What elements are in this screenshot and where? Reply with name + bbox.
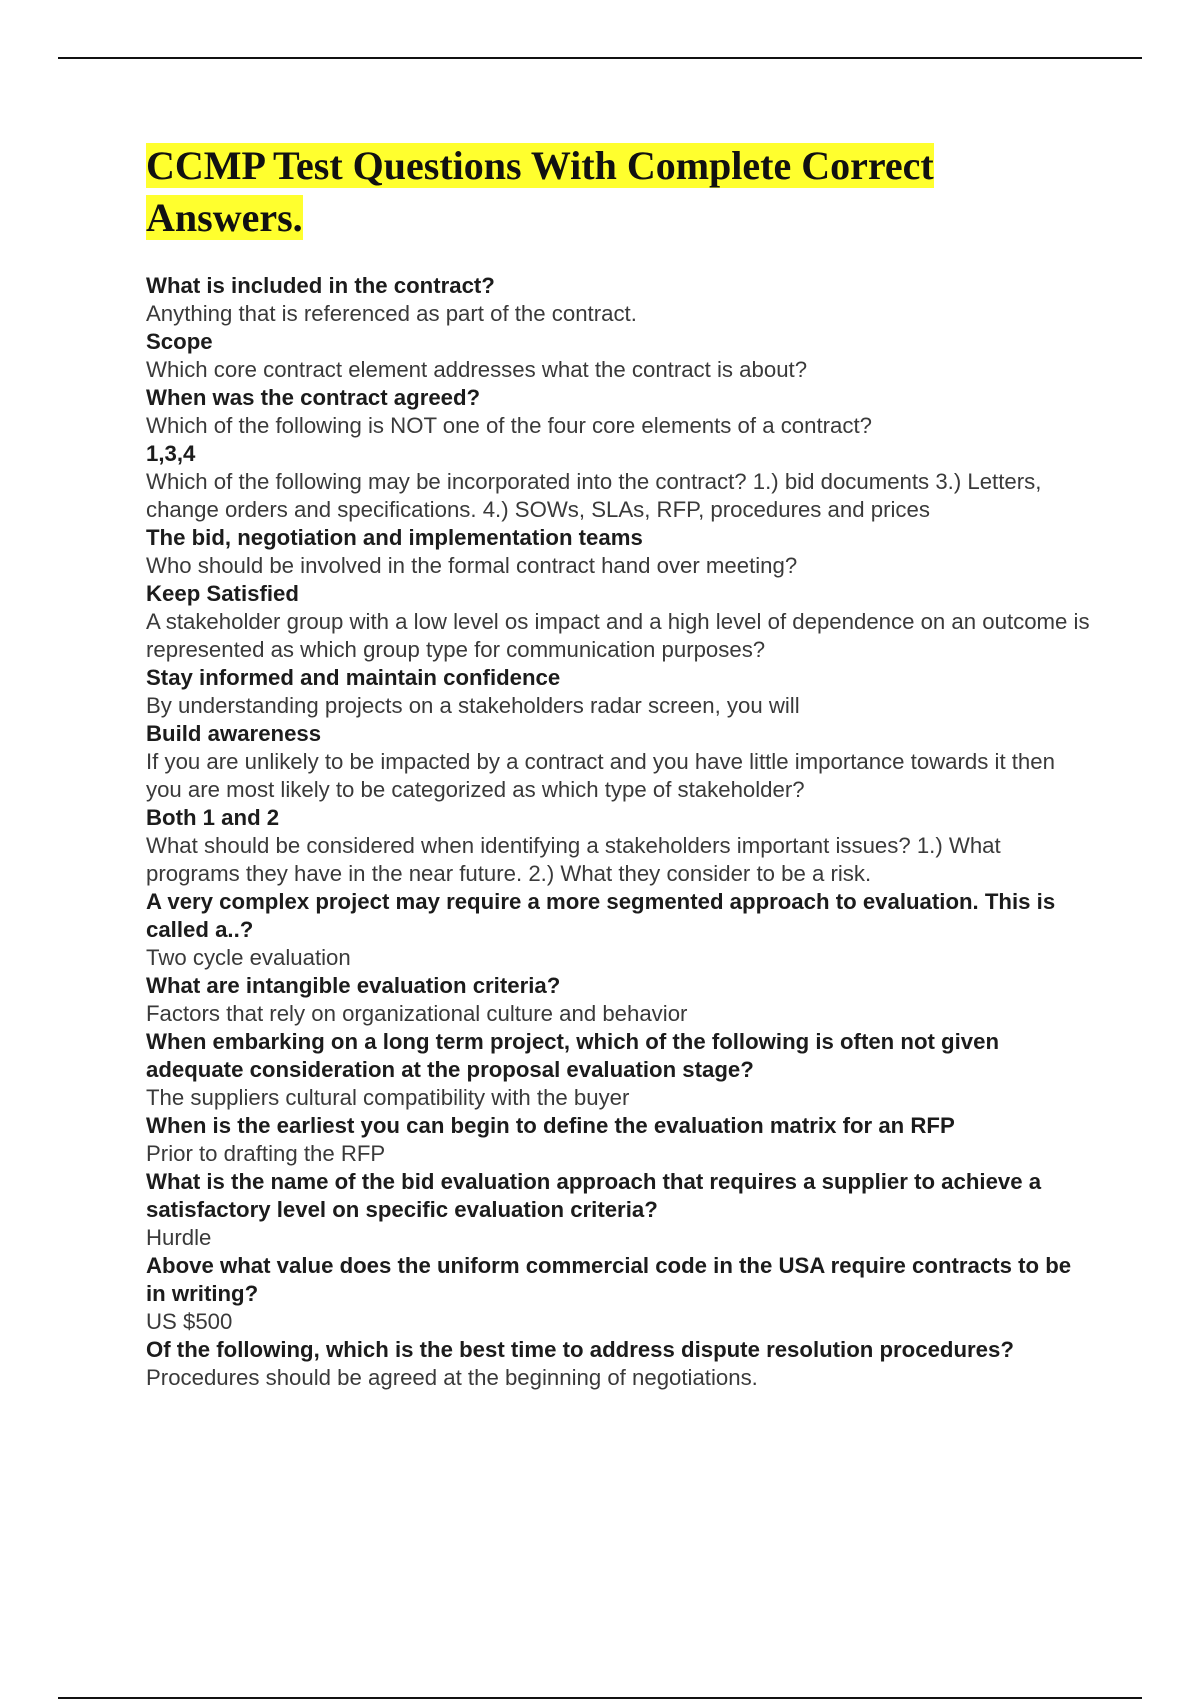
answer-line: What should be considered when identifying a stakeholders important issues? 1.) What programs they have in the near future. 2.) What they consider to be a risk.: [146, 833, 1001, 886]
answer-line: Who should be involved in the formal contract hand over meeting?: [146, 553, 798, 578]
document-body: [146, 140, 1096, 1392]
question-line: What are intangible evaluation criteria?: [146, 973, 561, 998]
answer-line: A stakeholder group with a low level os impact and a high level of dependence on an outcome is represented as which group type for communication purposes?: [146, 609, 1090, 662]
answer-line: By understanding projects on a stakeholders radar screen, you will: [146, 693, 800, 718]
question-line: Of the following, which is the best time to address dispute resolution procedures?: [146, 1337, 1014, 1362]
answer-line: Anything that is referenced as part of the contract.: [146, 301, 637, 326]
qa-list: [146, 272, 1096, 1392]
answer-line: Prior to drafting the RFP: [146, 1141, 386, 1166]
question-line: 1,3,4: [146, 441, 196, 466]
answer-line: Two cycle evaluation: [146, 945, 351, 970]
document-title: [146, 140, 1096, 244]
question-line: What is included in the contract?: [146, 273, 495, 298]
question-line: When was the contract agreed?: [146, 385, 481, 410]
answer-line: If you are unlikely to be impacted by a contract and you have little importance towards it then you are most likely to be categorized as which type of stakeholder?: [146, 749, 1055, 802]
answer-line: Procedures should be agreed at the beginning of negotiations.: [146, 1365, 758, 1390]
answer-line: Which of the following may be incorporated into the contract? 1.) bid documents 3.) Letters, change orders and specifications. 4.) SOWs, SLAs, RFP, procedures and prices: [146, 469, 1042, 522]
question-line: When embarking on a long term project, which of the following is often not given adequate consideration at the proposal evaluation stage?: [146, 1029, 1000, 1082]
answer-line: Which of the following is NOT one of the four core elements of a contract?: [146, 413, 872, 438]
answer-line: Hurdle: [146, 1225, 212, 1250]
answer-line: Which core contract element addresses what the contract is about?: [146, 357, 808, 382]
top-rule: [58, 57, 1142, 59]
question-line: When is the earliest you can begin to define the evaluation matrix for an RFP: [146, 1113, 955, 1138]
question-line: Build awareness: [146, 721, 322, 746]
question-line: The bid, negotiation and implementation teams: [146, 525, 643, 550]
bottom-rule: [58, 1697, 1142, 1699]
answer-line: Factors that rely on organizational culture and behavior: [146, 1001, 688, 1026]
answer-line: The suppliers cultural compatibility with the buyer: [146, 1085, 630, 1110]
question-line: A very complex project may require a more segmented approach to evaluation. This is called a..?: [146, 889, 1056, 942]
question-line: Above what value does the uniform commercial code in the USA require contracts to be in writing?: [146, 1253, 1072, 1306]
title-highlight: CCMP Test Questions With Complete Correct Answers.: [146, 143, 934, 240]
question-line: Keep Satisfied: [146, 581, 299, 606]
question-line: Scope: [146, 329, 213, 354]
question-line: What is the name of the bid evaluation approach that requires a supplier to achieve a satisfactory level on specific evaluation criteria?: [146, 1169, 1042, 1222]
question-line: Stay informed and maintain confidence: [146, 665, 561, 690]
question-line: Both 1 and 2: [146, 805, 280, 830]
answer-line: US $500: [146, 1309, 233, 1334]
